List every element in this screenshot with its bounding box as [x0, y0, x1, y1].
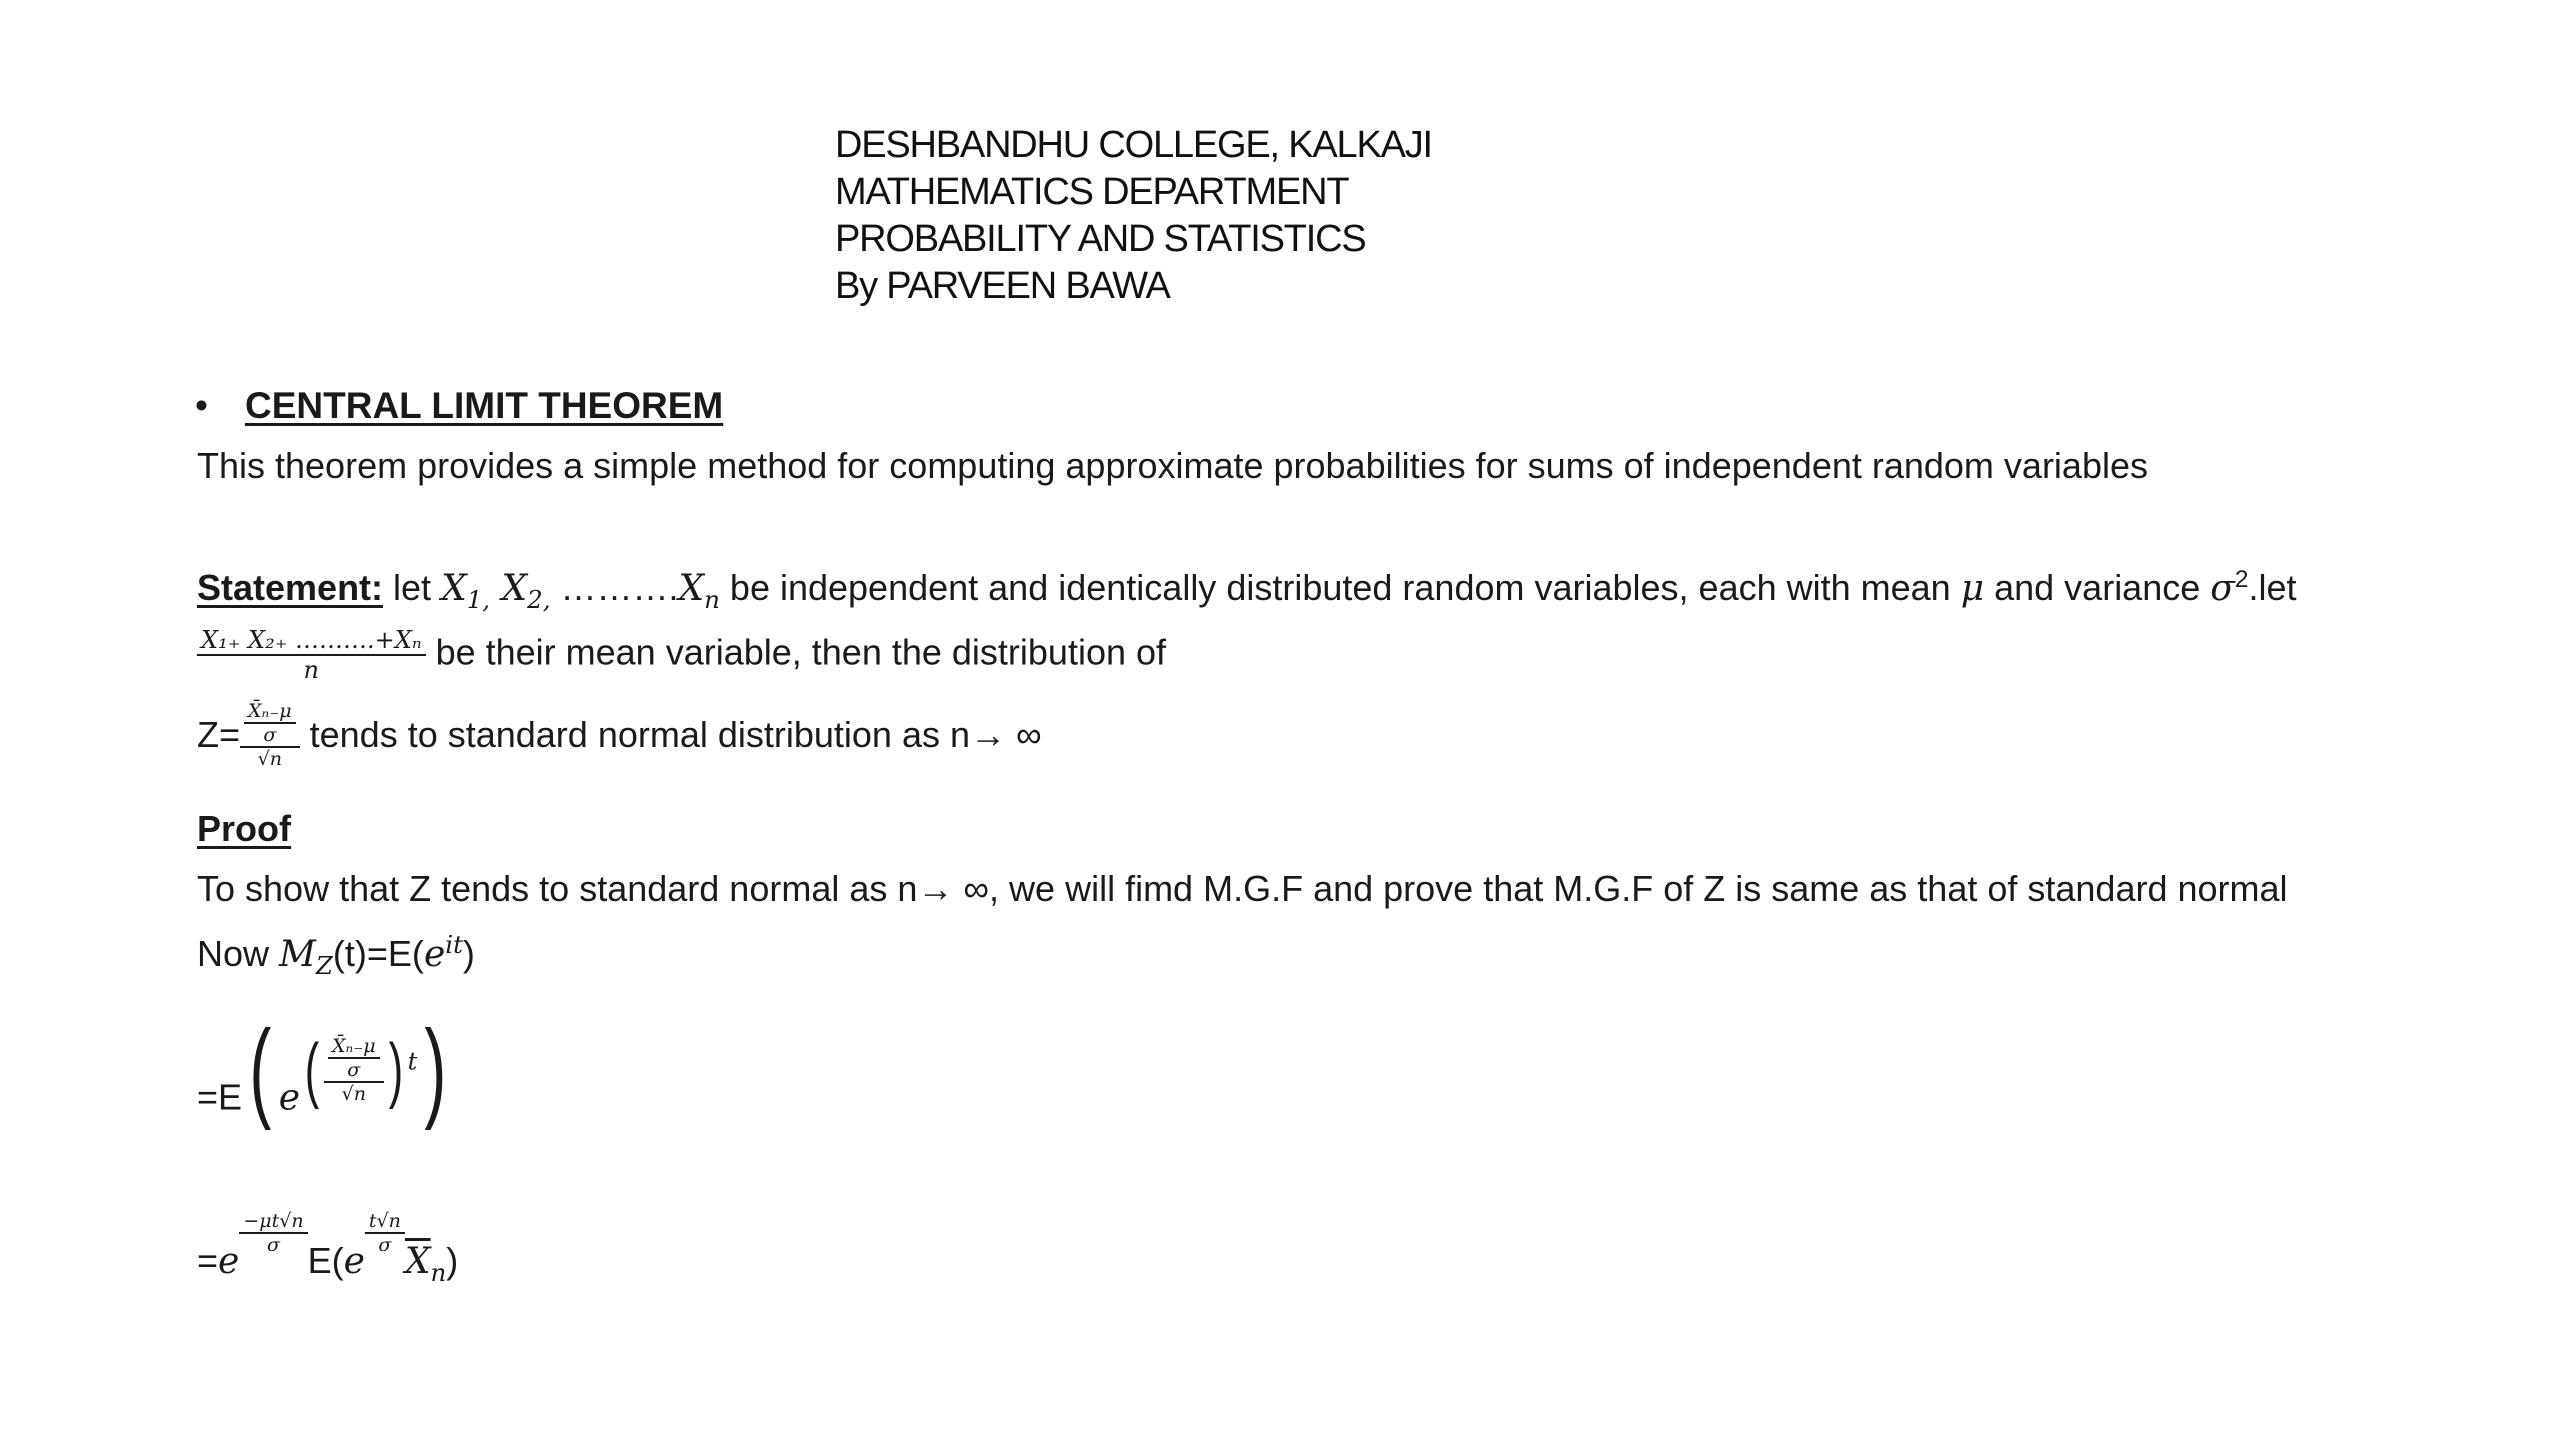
eq3-exp2-fraction: [365, 1210, 405, 1256]
sub-2: 2,: [527, 585, 551, 615]
mean-fraction: [197, 626, 426, 684]
section-heading: [195, 385, 723, 427]
mgf-line: [197, 930, 475, 980]
statement-label: Statement:: [197, 567, 384, 608]
exp-it: it: [445, 930, 463, 959]
intro-text: This theorem provides a simple method for computing approximate probabilities for sums of independent random variables: [197, 445, 2148, 486]
z-label: Z=: [197, 714, 241, 755]
sigma-symbol: σ: [2210, 568, 2235, 609]
sup-2: 2: [2234, 566, 2249, 593]
eq3-mid: E(: [307, 1240, 344, 1281]
proof-heading: [197, 808, 291, 850]
var-x2: X: [490, 568, 528, 609]
eq2-sigma: σ: [347, 1059, 361, 1081]
mu-symbol: μ: [1960, 568, 1985, 609]
course-name: PROBABILITY AND STATISTICS: [835, 218, 1366, 260]
sub-1: 1,: [466, 585, 491, 615]
eq3-e2: e: [343, 1241, 365, 1282]
now-text: Now: [197, 933, 280, 974]
mgf-symbol: M: [279, 934, 316, 975]
eq3-exp-num: −μt√n: [239, 1210, 307, 1234]
eq3-e: e: [218, 1241, 240, 1282]
eq2-numerator: X̄ₙ₋μ: [328, 1035, 380, 1059]
proof-line-1: To show that Z tends to standard normal as n→ ∞, we will fimd M.G.F and prove that M.G.F of Z is same as that of standard normal: [197, 868, 2288, 909]
statement-text: let: [383, 567, 442, 608]
z-definition-line: [197, 700, 1042, 770]
college-name: DESHBANDHU COLLEGE, KALKAJI: [835, 124, 1432, 166]
z-text: tends to standard normal distribution as n→ ∞: [299, 714, 1042, 755]
section-title: CENTRAL LIMIT THEOREM: [245, 385, 724, 426]
mean-variable-line: [197, 626, 1166, 684]
eq2-prefix: =E: [197, 1076, 243, 1118]
eq2-inner-close: ): [388, 1030, 403, 1110]
department-name: MATHEMATICS DEPARTMENT: [835, 171, 1349, 213]
close-paren: ): [462, 933, 475, 974]
eq2-fraction: [324, 1035, 384, 1105]
eq2-inner-frac: [328, 1035, 380, 1081]
eq3-exp-den: σ: [266, 1234, 280, 1256]
statement-text-d: .let: [2248, 567, 2297, 608]
z-inner-fraction: [244, 700, 296, 746]
equation-2: [197, 1008, 454, 1131]
author-name: By PARVEEN BAWA: [835, 265, 1170, 307]
z-denominator: √n: [257, 748, 282, 770]
eq3-exp2-den: σ: [378, 1234, 392, 1256]
mean-denominator: n: [303, 656, 320, 684]
eq2-open-paren: (: [249, 1008, 272, 1131]
z-numerator-group: [240, 700, 300, 748]
ellipsis: ……….: [550, 567, 679, 608]
mean-numerator: X₁₊ X₂₊ ……….+Xₙ: [197, 626, 426, 656]
eq2-num-group: [324, 1035, 384, 1083]
eq3-xn-sub: n: [430, 1258, 447, 1288]
eq2-inner-open: (: [304, 1030, 320, 1110]
statement-text-c: and variance: [1984, 567, 2211, 608]
statement-text-b: be independent and identically distributed random variables, each with mean: [719, 567, 1961, 608]
var-xn: X: [678, 568, 705, 609]
statement-line: [197, 566, 2296, 614]
equation-3: [197, 1210, 458, 1287]
eq2-close-paren: ): [424, 1008, 447, 1131]
eq3-xn: $\overline{X}$: [404, 1241, 431, 1282]
z-sigma: σ: [263, 724, 277, 746]
eq3-exp2-num: t√n: [365, 1210, 405, 1234]
z-numerator: X̄ₙ₋μ: [244, 700, 296, 724]
var-x1: X: [441, 568, 467, 609]
eq3-prefix: =: [197, 1240, 219, 1281]
eq3-close: ): [446, 1240, 459, 1281]
mgf-sub: Z: [315, 951, 333, 981]
mean-text: be their mean variable, then the distribution of: [425, 631, 1167, 673]
e-symbol: e: [423, 934, 446, 975]
eq3-exp-fraction: [239, 1210, 307, 1256]
eq2-t: t: [407, 1047, 418, 1076]
bullet-marker: •: [195, 385, 208, 426]
proof-label: Proof: [197, 808, 291, 849]
mgf-rest: (t)=E(: [332, 933, 424, 974]
z-fraction: [240, 700, 300, 770]
eq2-denominator: √n: [341, 1083, 366, 1105]
eq2-e: e: [278, 1077, 300, 1119]
sub-n: n: [704, 585, 720, 615]
document-header: [835, 122, 1432, 310]
